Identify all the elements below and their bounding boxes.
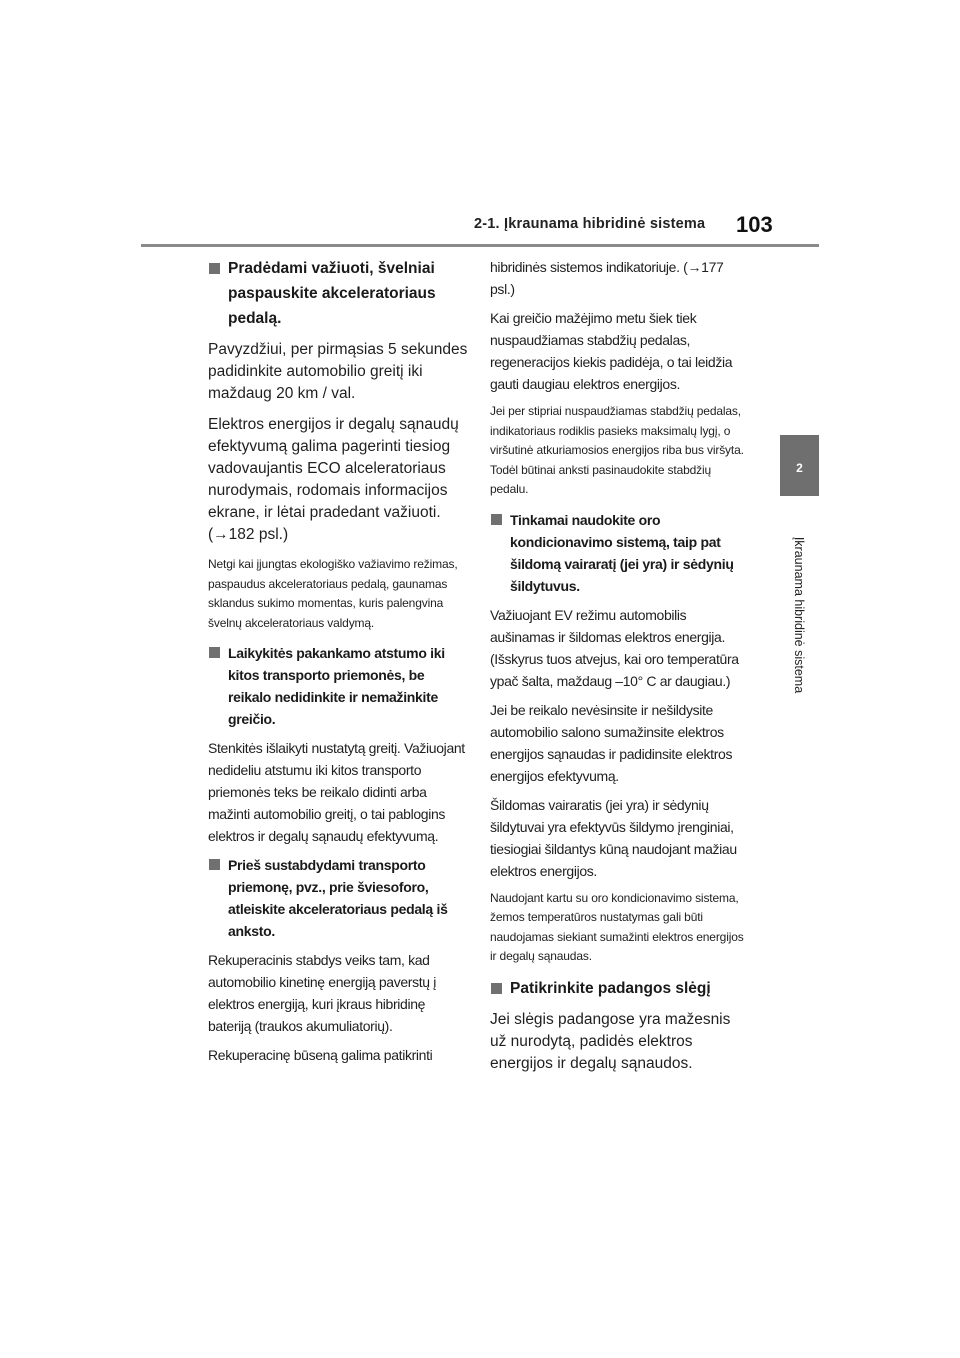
square-bullet-icon [209, 859, 220, 870]
square-bullet-icon [491, 983, 502, 994]
paragraph: Jei be reikalo nevėsinsite ir nešildysite automobilio salono sumažinsite elektros energijos sąnaudas ir padidinsite elektros energijos efektyvumą. [490, 701, 733, 784]
paragraph: Šildomas vairaratis (jei yra) ir sėdynių šildytuvai yra efektyvūs šildymo įrenginiai, tiesiogiai šildantys kūną naudojant mažiau elektros energijos. [490, 796, 737, 879]
header-divider [141, 244, 819, 247]
paragraph: Stenkitės išlaikyti nustatytą greitį. Važiuojant nedideliu atstumu iki kitos transporto priemonės teks be reikalo didinti arba mažinti automobilio greitį, o tai pablogins elektros ir degalų sąnaudų efektyvumą. [208, 740, 465, 844]
page-number: 103 [736, 212, 773, 237]
chapter-label-text: Įkraunama hibridinė sistema [792, 536, 807, 694]
note-paragraph: Jei per stipriai nuspaudžiamas stabdžių pedalas, indikatoriaus rodiklis pasieks maksimalų lygį, o viršutinė atkuriamosios energijos riba bus viršyta. Todėl būtinai anksti pasinaudokite stabdžių pedalu. [490, 404, 744, 496]
chapter-number: 2 [796, 461, 803, 475]
section-heading-tire-pressure: Patikrinkite padangos slėgį [490, 976, 750, 1001]
chapter-tab [780, 435, 819, 496]
note-paragraph: Naudojant kartu su oro kondicionavimo sistema, žemos temperatūros nustatymas gali būti naudojamas siekiant sumažinti elektros energijos ir degalų sąnaudas. [490, 890, 744, 963]
square-bullet-icon [209, 647, 220, 658]
paragraph: Elektros energijos ir degalų sąnaudų efektyvumą galima pagerinti tiesiog vadovaujantis ECO alceleratoriaus nurodymais, rodomais informacijos ekrane, ir lėtai pradedant važiuoti. (→182 psl.) [208, 416, 459, 543]
left-column [208, 256, 468, 1073]
paragraph: Jei slėgis padangose yra mažesnis už nurodytą, padidės elektros energijos ir degalų sąnaudos. [490, 1010, 731, 1072]
section-heading-gentle-acceleration: Pradėdami važiuoti, švelniai paspauskite akceleratoriaus pedalą. [208, 256, 468, 331]
section-heading-keep-distance: Laikykitės pakankamo atstumo iki kitos transporto priemonės, be reikalo nedidinkite ir nemažinkite greičio. [208, 642, 468, 730]
paragraph: Pavyzdžiui, per pirmąsias 5 sekundes padidinkite automobilio greitį iki maždaug 20 km / val. [208, 341, 468, 402]
chapter-side-label [773, 515, 825, 715]
paragraph: hibridinės sistemos indikatoriuje. (→177 psl.) [490, 259, 724, 297]
paragraph: Važiuojant EV režimu automobilis aušinamas ir šildomas elektros energija. (Išskyrus tuos atvejus, kai oro temperatūra ypač šalta, maždaug –10° C ar daugiau.) [490, 606, 739, 689]
paragraph: Kai greičio mažėjimo metu šiek tiek nuspaudžiamas stabdžių pedalas, regeneracijos kiekis padidėja, o tai leidžia gauti daugiau elektros energijos. [490, 310, 733, 392]
note-paragraph: Netgi kai įjungtas ekologiško važiavimo režimas, paspaudus akceleratoriaus pedalą, gaunamas sklandus sukimo momentas, kuris palengvina švelnų akceleratoriaus valdymą. [208, 557, 458, 630]
section-heading-release-pedal: Prieš sustabdydami transporto priemonę, pvz., prie šviesoforo, atleiskite akceleratoriaus pedalą iš anksto. [208, 854, 468, 942]
paragraph: Rekuperacinę būseną galima patikrinti [208, 1047, 433, 1063]
section-title: 2-1. Įkraunama hibridinė sistema [474, 216, 706, 232]
square-bullet-icon [209, 263, 220, 274]
paragraph: Rekuperacinis stabdys veiks tam, kad automobilio kinetinę energiją paverstų į elektros energiją, kuri įkraus hibridinę bateriją (traukos akumuliatorių). [208, 952, 437, 1034]
right-column [490, 256, 750, 1084]
square-bullet-icon [491, 514, 502, 525]
section-heading-climate-control: Tinkamai naudokite oro kondicionavimo sistemą, taip pat šildomą vairaratį (jei yra) ir sėdynių šildytuvus. [490, 509, 750, 597]
